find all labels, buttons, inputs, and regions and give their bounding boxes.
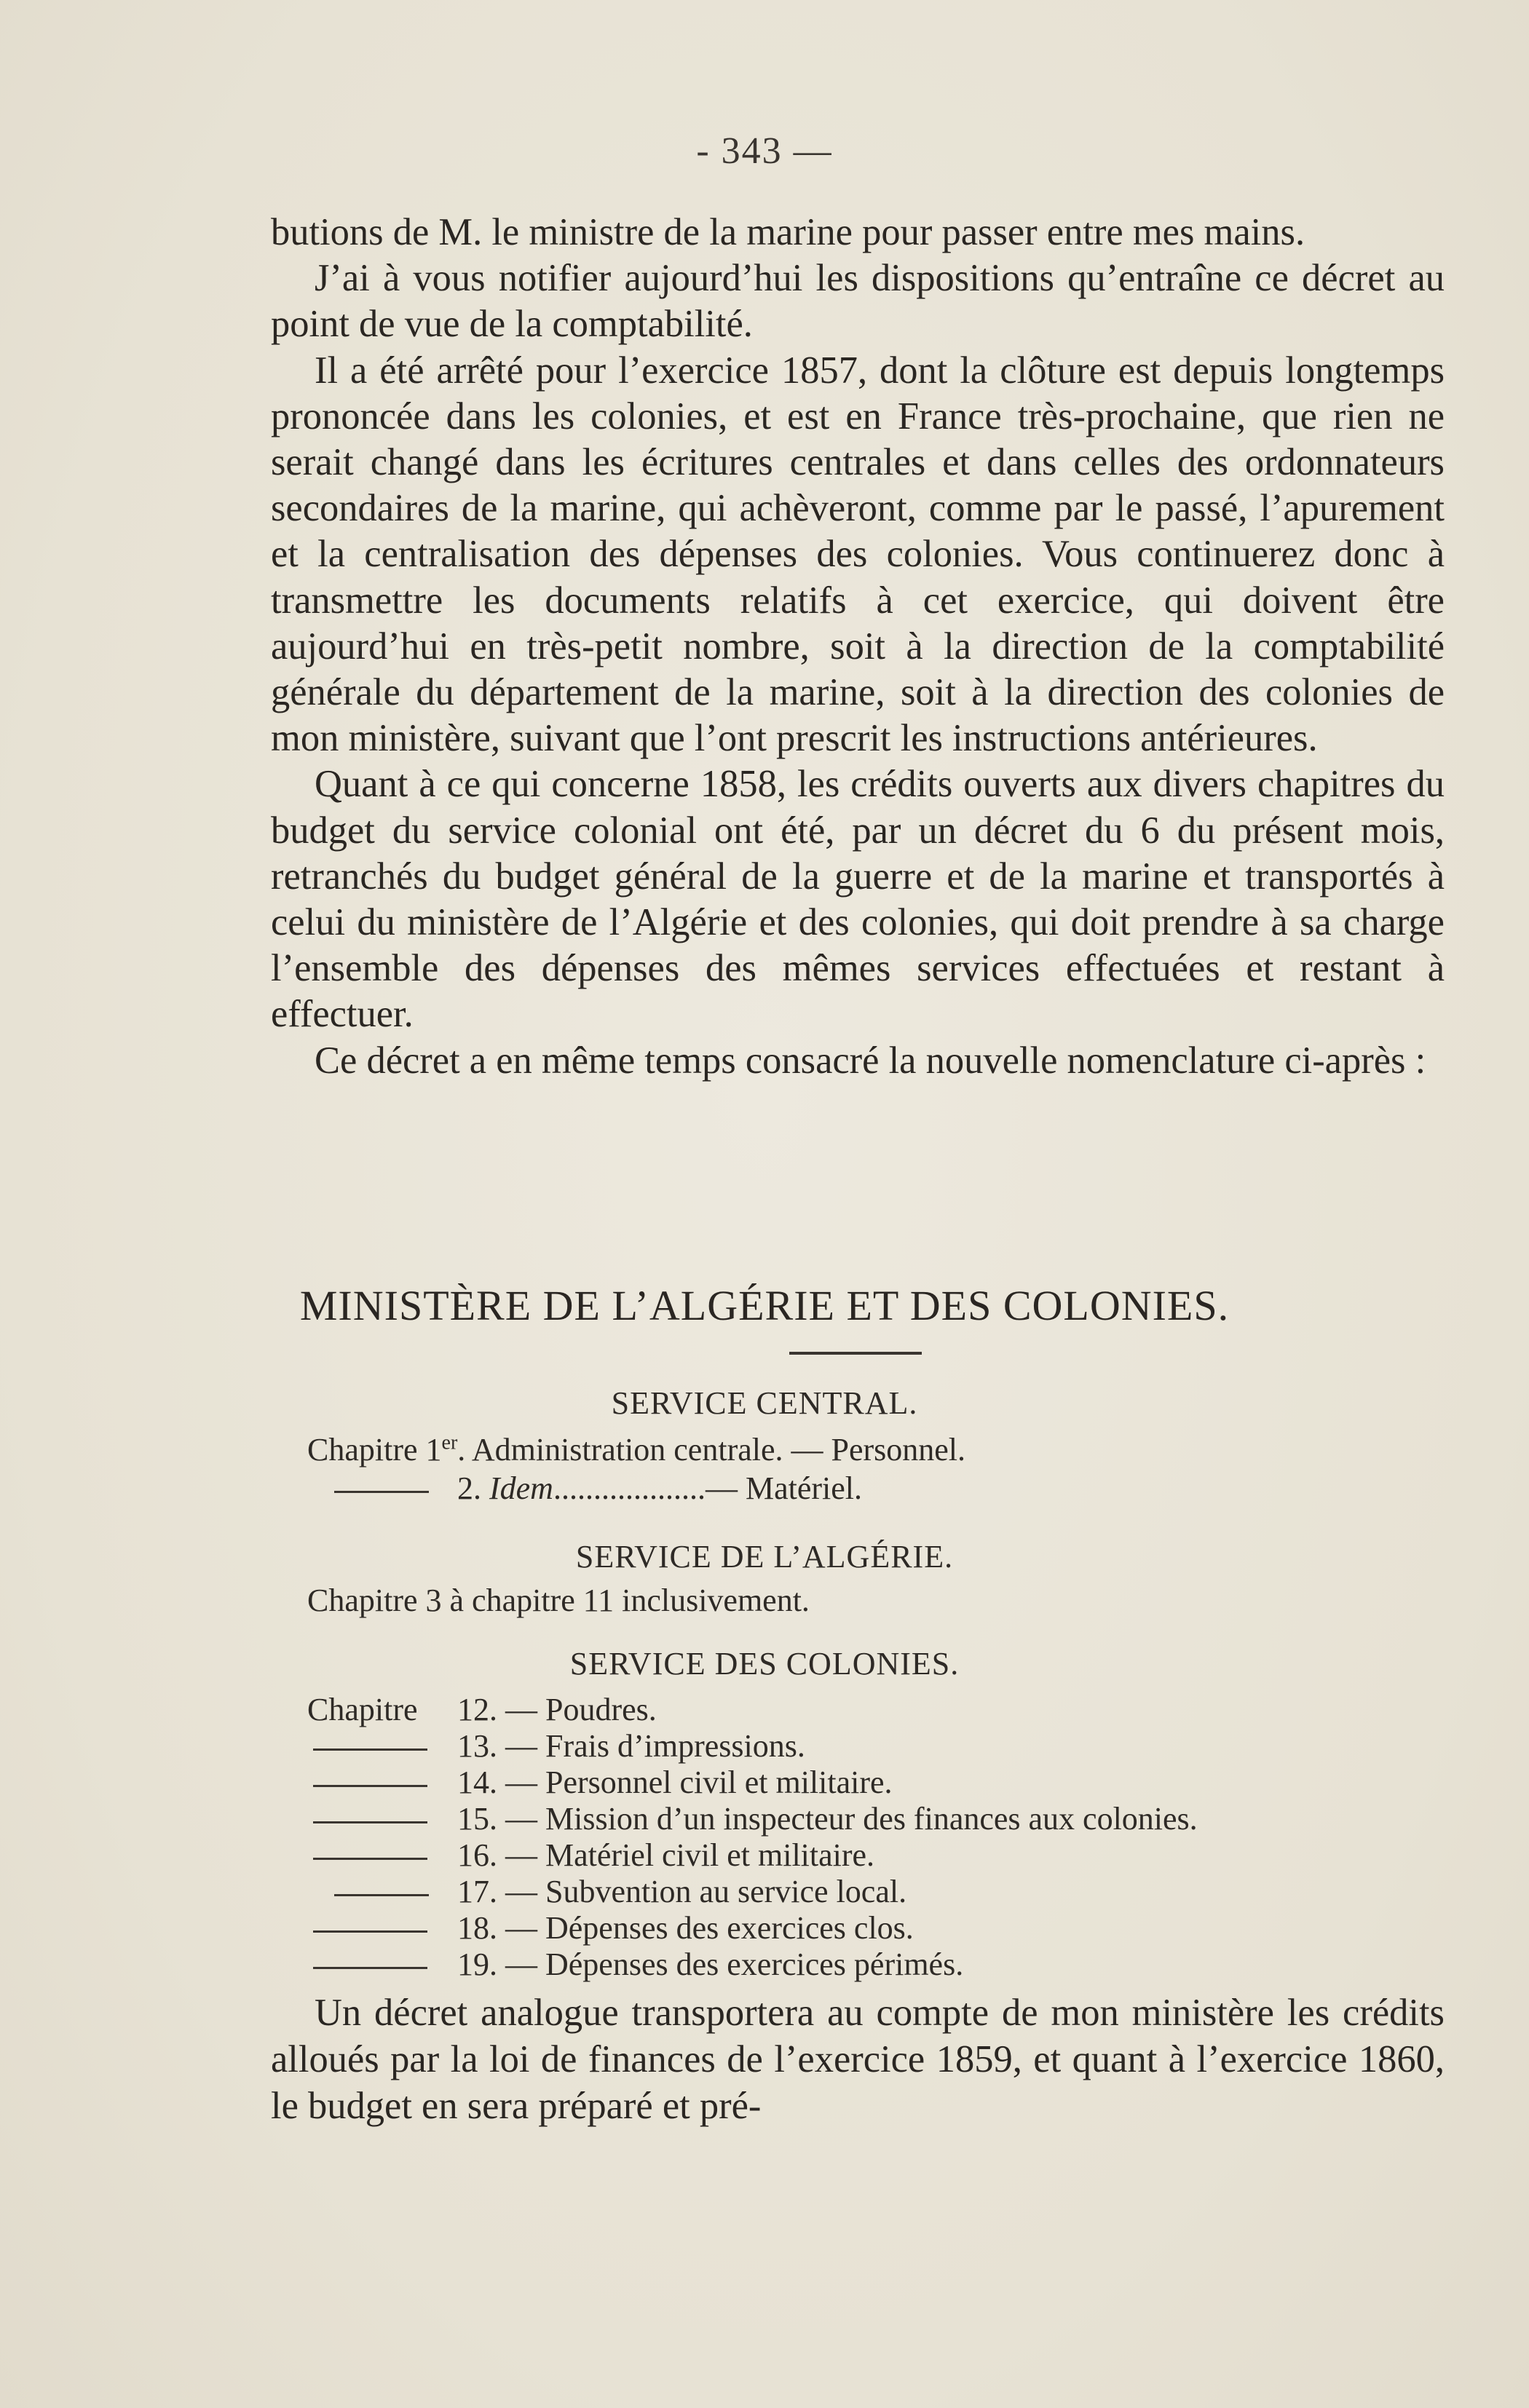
service-central-heading: SERVICE CENTRAL. <box>611 1385 918 1421</box>
colonies-chapter-13: 13. — Frais d’impressions. <box>457 1728 805 1764</box>
ditto-dash <box>334 1894 429 1896</box>
ditto-dash <box>313 1858 427 1860</box>
chapter-2-idem: Idem <box>489 1470 553 1506</box>
algerie-chapters-line: Chapitre 3 à chapitre 11 inclusivement. <box>307 1583 810 1618</box>
service-colonies-heading: SERVICE DES COLONIES. <box>569 1646 960 1682</box>
chapter-1-prefix: Chapitre 1 <box>307 1432 442 1468</box>
chapter-1-line <box>307 1431 965 1468</box>
title-rule <box>789 1352 922 1355</box>
ditto-dash <box>313 1785 427 1787</box>
closing-paragraph: Un décret analogue transportera au compte de mon ministère les crédits alloués par la loi de finances de l’exercice 1859, et quant à l’exercice 1860, le budget en sera préparé et pré- <box>271 1992 1445 2127</box>
ditto-dash <box>313 1821 427 1823</box>
paragraph-3: Il a été arrêté pour l’exercice 1857, dont la clôture est depuis longtemps prononcée dans les colonies, et est en France très-prochaine, que rien ne serait changé dans les écritures centrales et dans celles des ordonnateurs secondaires de la marine, qui achèveront, comme par le passé, l’apurement et la centralisation des dépenses des colonies. Vous continuerez donc à transmettre les documents relatifs à cet exercice, qui doivent être aujourd’hui en très-petit nombre, soit à la direction de la comptabilité générale du département de la marine, soit à la direction des colonies de mon ministère, suivant que l’ont prescrit les instructions antérieures. <box>271 349 1445 760</box>
closing-paragraph-block <box>271 1989 1445 2129</box>
chapter-2-text: — Matériel. <box>705 1470 863 1506</box>
colonies-chapter-15: 15. — Mission d’un inspecteur des finances aux colonies. <box>457 1801 1198 1837</box>
ditto-dash <box>313 1930 427 1933</box>
chapter-1-superscript: er <box>441 1431 458 1454</box>
chapter-2-line <box>457 1470 862 1507</box>
ministry-title: MINISTÈRE DE L’ALGÉRIE ET DES COLONIES. <box>299 1282 1230 1329</box>
colonies-chapter-17: 17. — Subvention au service local. <box>457 1874 907 1909</box>
ditto-dash <box>334 1491 429 1493</box>
paragraph-4: Quant à ce qui concerne 1858, les crédits ouverts aux divers chapitres du budget du service colonial ont été, par un décret du 6 du présent mois, retranchés du budget général de la guerre et de la marine et transportés à celui du ministère de l’Algérie et des colonies, qui doit prendre à sa charge l’ensemble des dépenses des mêmes services effectuées et restant à effectuer. <box>271 763 1445 1036</box>
chapter-2-leader-dots: ................... <box>553 1470 706 1506</box>
colonies-chapter-14: 14. — Personnel civil et militaire. <box>457 1765 893 1800</box>
paragraph-5: Ce décret a en même temps consacré la nouvelle nomenclature ci-après : <box>315 1039 1426 1082</box>
colonies-chapter-18: 18. — Dépenses des exercices clos. <box>457 1910 914 1946</box>
paragraph-1: butions de M. le ministre de la marine pour passer entre mes mains. <box>271 211 1305 253</box>
colonies-chapter-prefix: Chapitre <box>307 1692 418 1727</box>
ditto-dash <box>313 1748 427 1751</box>
colonies-chapter-16: 16. — Matériel civil et militaire. <box>457 1837 875 1873</box>
chapter-1-text: . Administration centrale. — Personnel. <box>457 1432 966 1468</box>
ditto-dash <box>313 1967 427 1969</box>
paragraph-2: J’ai à vous notifier aujourd’hui les dispositions qu’entraîne ce décret au point de vue de la comptabilité. <box>271 257 1445 346</box>
body-text <box>271 210 1445 1084</box>
page-number-header: - 343 — <box>696 130 833 172</box>
colonies-chapter-19: 19. — Dépenses des exercices périmés. <box>457 1946 964 1982</box>
chapter-2-number: 2. <box>457 1470 481 1506</box>
service-algerie-heading: SERVICE DE L’ALGÉRIE. <box>575 1539 954 1575</box>
colonies-chapter-12: 12. — Poudres. <box>457 1692 657 1727</box>
